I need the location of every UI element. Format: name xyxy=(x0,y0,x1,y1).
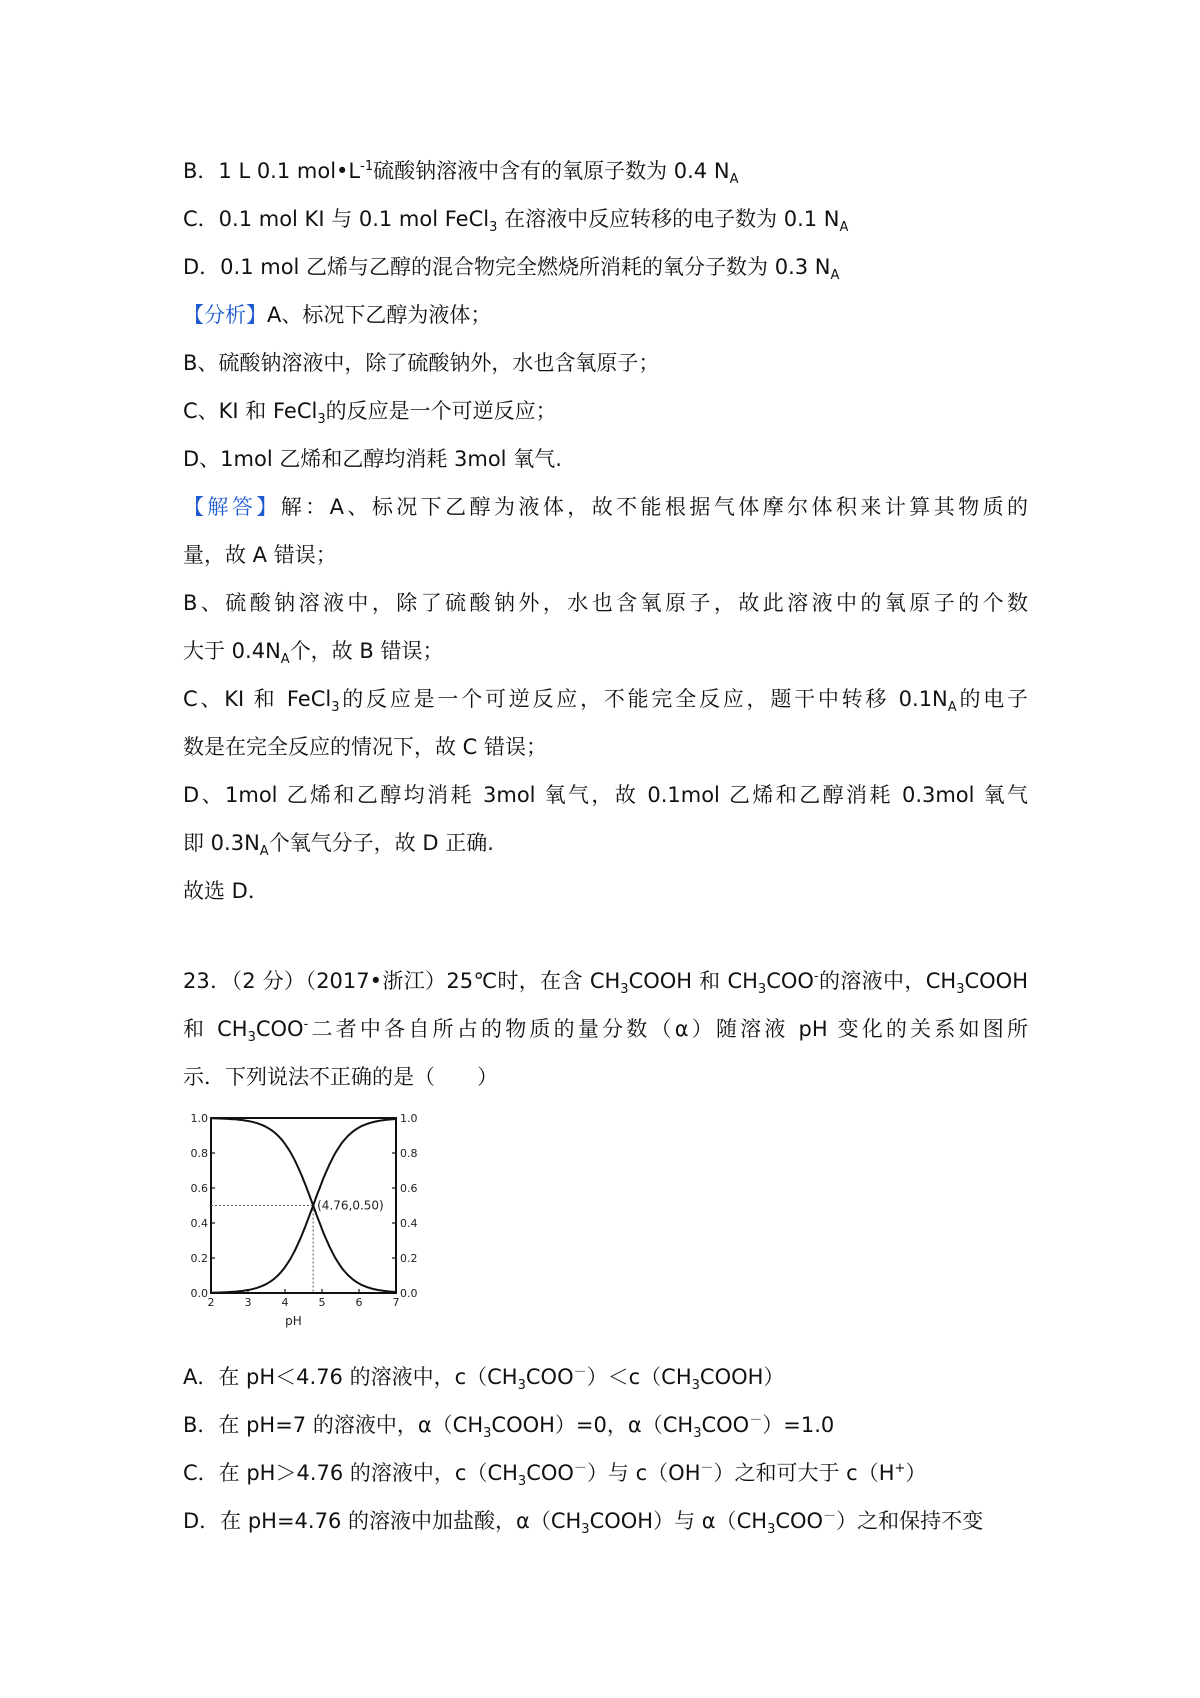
intersection-annotation: (4.76,0.50) xyxy=(317,1198,384,1213)
chart-svg xyxy=(183,1108,453,1338)
y-tick-label-right: 0.2 xyxy=(400,1252,418,1265)
text: ）与 c（OH xyxy=(586,1461,701,1485)
text: 示．下列说法不正确的是（ ） xyxy=(183,1065,498,1089)
text: C．0.1 mol KI 与 0.1 mol FeCl xyxy=(183,207,490,231)
subscript: 3 xyxy=(767,1522,776,1538)
y-tick-label-right: 0.8 xyxy=(400,1147,418,1160)
text: C．在 pH＞4.76 的溶液中，c（CH xyxy=(183,1461,518,1485)
text: COO xyxy=(525,1365,574,1389)
analysis-line-4 xyxy=(183,444,562,474)
text: 个，故 B 错误； xyxy=(289,639,444,663)
y-tick-label-right: 1.0 xyxy=(400,1112,418,1125)
text: ）之和可大于 c（H xyxy=(713,1461,895,1485)
answer-line-7 xyxy=(183,780,1028,810)
text: COO xyxy=(766,969,814,993)
option-a xyxy=(183,1362,784,1392)
text: 即 0.3N xyxy=(183,831,260,855)
superscript: -1 xyxy=(360,159,374,174)
x-tick-label: 7 xyxy=(392,1296,400,1309)
text: COO xyxy=(701,1413,750,1437)
subscript: 3 xyxy=(331,700,340,716)
text: D．在 pH=4.76 的溶液中加盐酸，α（CH xyxy=(183,1509,582,1533)
option-c-prev xyxy=(183,204,848,234)
subscript: 3 xyxy=(620,982,629,998)
answer-line-8 xyxy=(183,828,494,858)
text: COOH xyxy=(964,969,1028,993)
text: COO xyxy=(526,1461,574,1485)
text: 的反应是一个可逆反应，不能完全反应，题干中转移 0.1N xyxy=(339,687,948,711)
text: COO xyxy=(255,1017,304,1041)
text: ）之和保持不变 xyxy=(836,1509,984,1533)
answer-line-6 xyxy=(183,732,547,762)
analysis-line-3 xyxy=(183,396,557,426)
text: COOH） xyxy=(699,1365,785,1389)
option-d xyxy=(183,1506,983,1536)
y-tick-label-left: 0.8 xyxy=(190,1147,208,1160)
y-tick-label-left: 1.0 xyxy=(190,1112,208,1125)
subscript: A xyxy=(839,220,849,236)
x-tick-label: 4 xyxy=(281,1296,289,1309)
text: 解：A、标况下乙醇为液体，故不能根据气体摩尔体积来计算其物质的 xyxy=(280,495,1029,519)
analysis-line-1 xyxy=(183,300,491,330)
text: 在溶液中反应转移的电子数为 0.1 N xyxy=(497,207,840,231)
x-tick-label: 3 xyxy=(244,1296,252,1309)
analysis-line-2 xyxy=(183,348,659,378)
option-d-prev xyxy=(183,252,839,282)
text: ）=1.0 xyxy=(762,1413,835,1437)
subscript: A xyxy=(729,172,739,188)
x-axis-label: pH xyxy=(285,1314,302,1328)
question-23-line-1 xyxy=(183,966,1028,996)
answer-line-3 xyxy=(183,588,1028,618)
text: 的溶液中，CH xyxy=(818,969,957,993)
alpha-ph-chart xyxy=(183,1108,453,1338)
subscript: 3 xyxy=(691,1378,700,1394)
superscript: － xyxy=(573,1365,587,1380)
text: B、硫酸钠溶液中，除了硫酸钠外，水也含氧原子，故此溶液中的氧原子的个数 xyxy=(183,591,1028,615)
y-tick-label-right: 0.4 xyxy=(400,1217,418,1230)
y-tick-label-left: 0.6 xyxy=(190,1182,208,1195)
x-tick-label: 2 xyxy=(207,1296,215,1309)
option-b-prev xyxy=(183,156,738,186)
superscript: - xyxy=(303,1017,309,1032)
text: 数是在完全反应的情况下，故 C 错误； xyxy=(183,735,548,759)
text: A、标况下乙醇为液体； xyxy=(267,303,492,327)
subscript: A xyxy=(259,844,269,860)
text: B．1 L 0.1 mol•L xyxy=(183,159,361,183)
y-tick-label-left: 0.2 xyxy=(190,1252,208,1265)
y-tick-label-left: 0.0 xyxy=(190,1287,208,1300)
subscript: 3 xyxy=(489,220,498,236)
subscript: 3 xyxy=(317,412,326,428)
subscript: 3 xyxy=(581,1522,590,1538)
x-tick-label: 6 xyxy=(355,1296,363,1309)
text: D、1mol 乙烯和乙醇均消耗 3mol 氧气，故 0.1mol 乙烯和乙醇消耗 0.3mol 氧气 xyxy=(183,783,1028,807)
text: 的电子 xyxy=(956,687,1029,711)
text: ） xyxy=(905,1461,927,1485)
answer-line-1 xyxy=(183,492,1028,522)
answer-line-9 xyxy=(183,876,269,906)
text: 硫酸钠溶液中含有的氧原子数为 0.4 N xyxy=(373,159,730,183)
answer-line-4 xyxy=(183,636,443,666)
text: ）＜c（CH xyxy=(586,1365,692,1389)
text: 的反应是一个可逆反应； xyxy=(325,399,557,423)
subscript: 3 xyxy=(517,1378,526,1394)
question-23-line-3 xyxy=(183,1062,498,1092)
option-c xyxy=(183,1458,926,1488)
y-tick-label-left: 0.4 xyxy=(190,1217,208,1230)
text: 二者中各自所占的物质的量分数（α）随溶液 pH 变化的关系如图所 xyxy=(308,1017,1028,1041)
text: C、KI 和 FeCl xyxy=(183,687,332,711)
subscript: A xyxy=(280,652,290,668)
text: COOH）=0，α（CH xyxy=(491,1413,694,1437)
answer-line-2 xyxy=(183,540,337,570)
text: C、KI 和 FeCl xyxy=(183,399,318,423)
superscript: - xyxy=(813,969,819,984)
analysis-tag: 【分析】 xyxy=(183,303,267,327)
superscript: + xyxy=(894,1461,906,1476)
subscript: A xyxy=(830,268,840,284)
text: 23．（2 分）（2017•浙江）25℃时，在含 CH xyxy=(183,969,621,993)
text: B、硫酸钠溶液中，除了硫酸钠外，水也含氧原子； xyxy=(183,351,660,375)
x-tick-label: 5 xyxy=(318,1296,326,1309)
subscript: A xyxy=(947,700,957,716)
subscript: 3 xyxy=(247,1030,256,1046)
text: 故选 D． xyxy=(183,879,269,903)
subscript: 3 xyxy=(517,1474,527,1490)
option-b xyxy=(183,1410,834,1440)
text: COO xyxy=(775,1509,824,1533)
answer-line-5 xyxy=(183,684,1028,714)
answer-tag: 【解答】 xyxy=(183,495,281,519)
text xyxy=(183,399,557,428)
superscript: － xyxy=(749,1413,763,1428)
text: 大于 0.4N xyxy=(183,639,281,663)
text: D、1mol 乙烯和乙醇均消耗 3mol 氧气. xyxy=(183,447,562,471)
text: 和 CH xyxy=(183,1017,248,1041)
subscript: 3 xyxy=(956,982,965,998)
text: A．在 pH＜4.76 的溶液中，c（CH xyxy=(183,1365,518,1389)
text: D．0.1 mol 乙烯与乙醇的混合物完全燃烧所消耗的氧分子数为 0.3 N xyxy=(183,255,831,279)
y-tick-label-right: 0.6 xyxy=(400,1182,418,1195)
text: 个氧气分子，故 D 正确. xyxy=(268,831,494,855)
subscript: 3 xyxy=(693,1426,702,1442)
superscript: － xyxy=(573,1461,587,1476)
subscript: 3 xyxy=(483,1426,492,1442)
text: COOH）与 α（CH xyxy=(589,1509,768,1533)
text: B．在 pH=7 的溶液中，α（CH xyxy=(183,1413,484,1437)
y-tick-label-right: 0.0 xyxy=(400,1287,418,1300)
text: COOH 和 CH xyxy=(628,969,758,993)
subscript: 3 xyxy=(757,982,767,998)
question-23-line-2 xyxy=(183,1014,1028,1044)
superscript: － xyxy=(700,1461,714,1476)
superscript: － xyxy=(823,1509,837,1524)
text: 量，故 A 错误； xyxy=(183,543,337,567)
